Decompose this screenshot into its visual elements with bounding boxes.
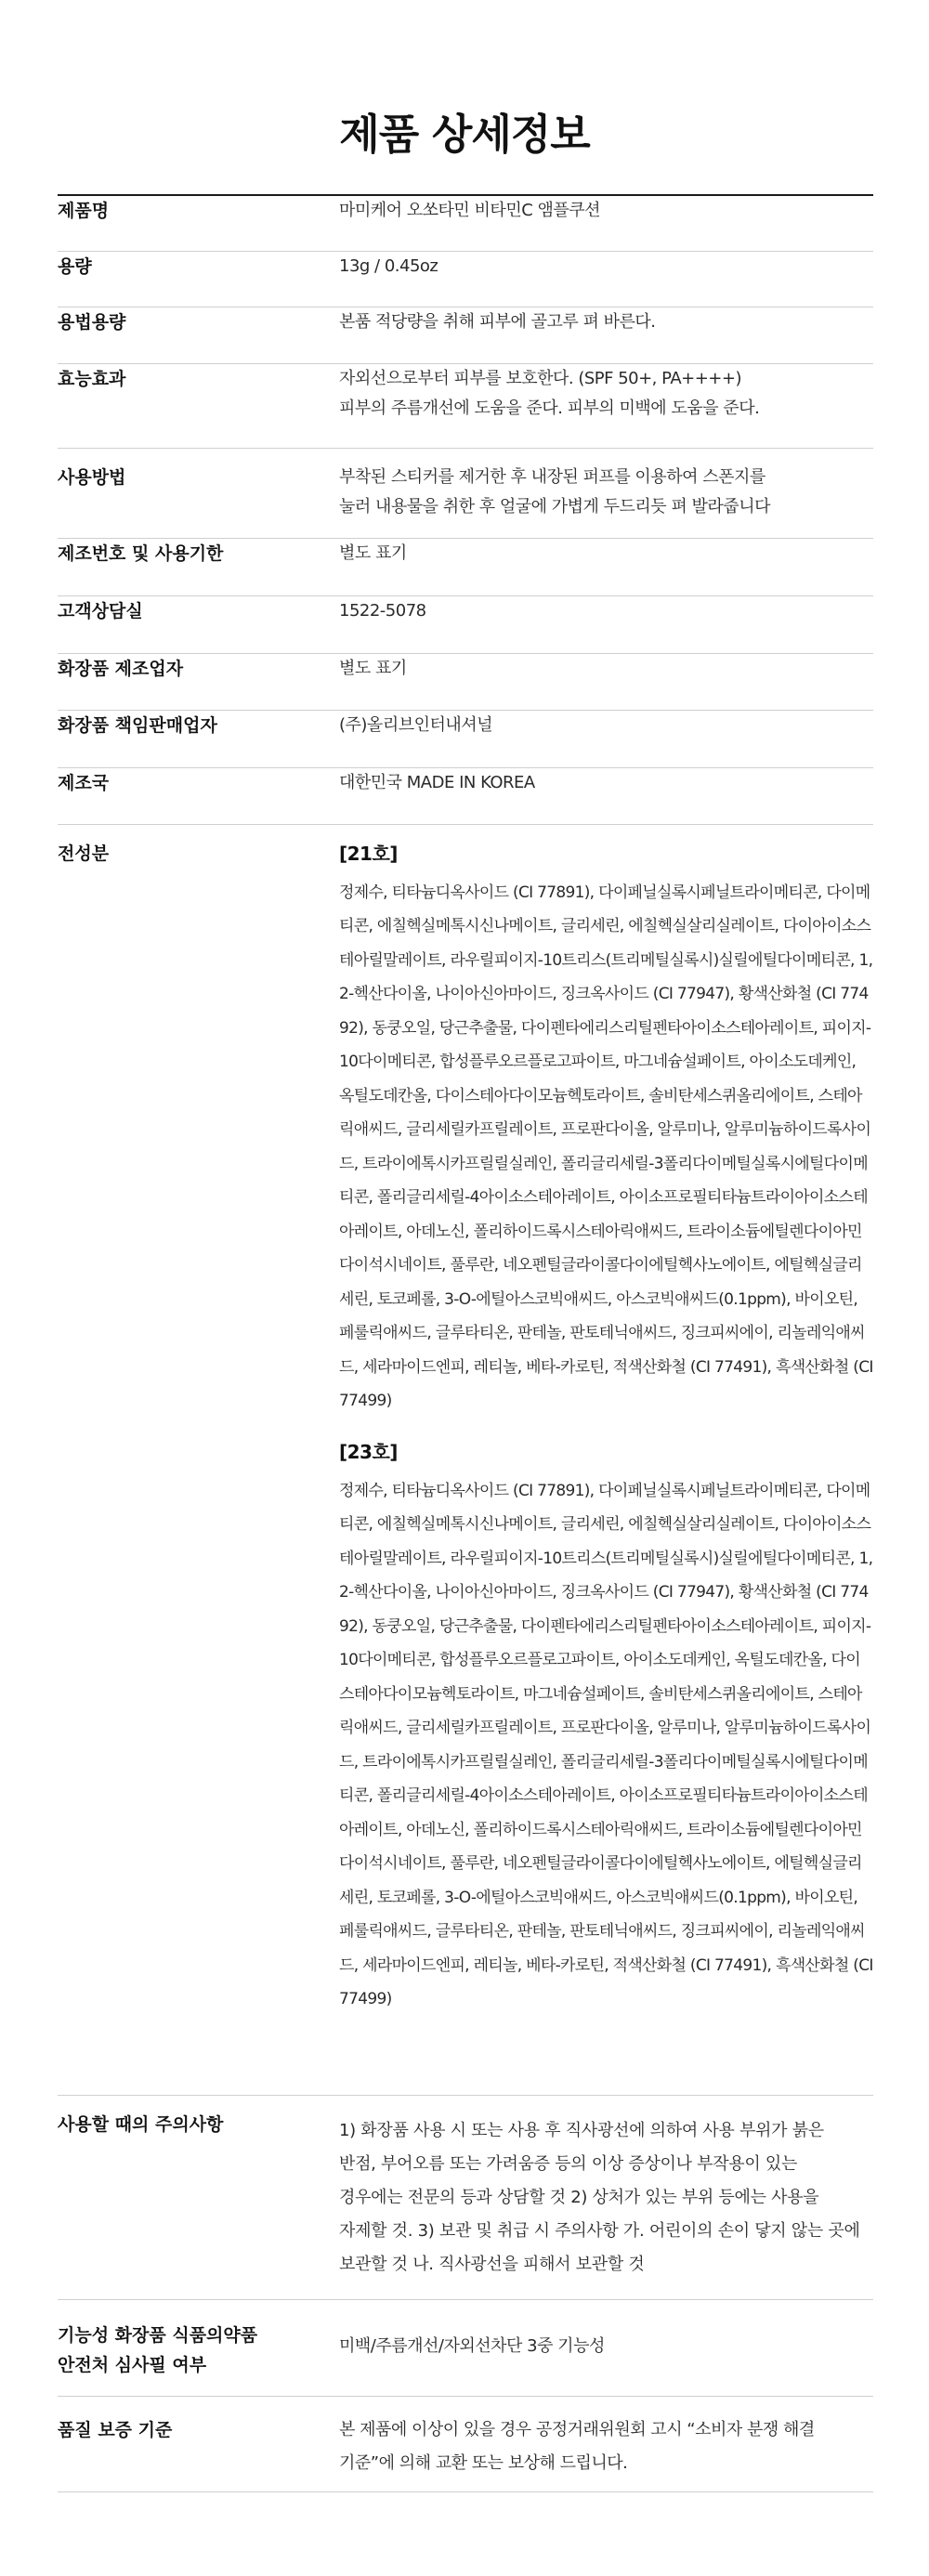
spec-row-quality-standard [58, 2396, 873, 2491]
shade-23-ingredients: 정제수, 티타늄디옥사이드 (CI 77891), 다이페닐실록시페닐트라이메티콘, 다이메티콘, 에칠헥실메톡시신나메이트, 글리세린, 에칠헥실살리실레이트, 다이아이소스테아릴말레이트, 라우릴피이지-10트리스(트리메틸실록시)실릴에틸다이메티콘, 1,2-헥산다이올, 나이아신아마이드, 징크옥사이드 (CI 77947), 황색산화철 (CI 77492), 동쿵오일, 당근추출물, 다이펜타에리스리틸펜타아이소스테아레이트, 피이지-10다이메티콘, 합성플루오르플로고파이트, 아이소도데케인, 옥틸도데칸올, 다이스테아다이모늄헥토라이트, 마그네슘설페이트, 솔비탄세스퀴올리에이트, 스테아릭애씨드, 글리세릴카프릴레이트, 프로판다이올, 알루미나, 알루미늄하이드록사이드, 트라이에톡시카프릴릴실레인, 폴리글리세릴-3폴리다이메틸실록시에틸다이메티콘, 폴리글리세릴-4아이소스테아레이트, 아이소프로필티타늄트라이아이소스테아레이트, 아데노신, 폴리하이드록시스테아릭애씨드, 트라이소듐에틸렌다이아민다이석시네이트, 풀루란, 네오펜틸글라이콜다이에틸헥사노에이트, 에틸헥실글리세린, 토코페롤, 3-O-에틸아스코빅애씨드, 아스코빅애씨드(0.1ppm), 바이오틴, 페룰릭애씨드, 글루타티온, 판테놀, 판토테닉애씨드, 징크피씨에이, 리놀레익애씨드, 세라마이드엔피, 레티놀, 베타-카로틴, 적색산화철 (CI 77491), 흑색산화철 (CI 77499) [339, 1481, 873, 2008]
spec-label: 제조국 [58, 767, 339, 824]
functional-label-line2: 안전처 심사필 여부 [58, 2354, 207, 2375]
spec-row-lot-expiry [58, 538, 873, 595]
spec-row-capacity [58, 251, 873, 307]
spec-value: 부착된 스티커를 제거한 후 내장된 퍼프를 이용하여 스폰지를 눌러 내용물을 취한 후 얼굴에 가볍게 두드리듯 펴 발라줍니다 [339, 448, 873, 538]
spec-label: 효능효과 [58, 363, 339, 448]
ingredients-value [339, 824, 873, 2095]
spec-label: 사용할 때의 주의사항 [58, 2095, 339, 2299]
spec-value: 본 제품에 이상이 있을 경우 공정거래위원회 고시 “소비자 분쟁 해결 기준”에 의해 교환 또는 보상해 드립니다. [339, 2396, 873, 2491]
shade-21-ingredients: 정제수, 티타늄디옥사이드 (CI 77891), 다이페닐실록시페닐트라이메티콘, 다이메티콘, 에칠헥실메톡시신나메이트, 글리세린, 에칠헥실살리실레이트, 다이아이소스테아릴말레이트, 라우릴피이지-10트리스(트리메틸실록시)실릴에틸다이메티콘, 1,2-헥산다이올, 나이아신아마이드, 징크옥사이드 (CI 77947), 황색산화철 (CI 77492), 동쿵오일, 당근추출물, 다이펜타에리스리틸펜타아이소스테아레이트, 피이지-10다이메티콘, 합성플루오르플로고파이트, 마그네슘설페이트, 아이소도데케인, 옥틸도데칸올, 다이스테아다이모늄헥토라이트, 솔비탄세스퀴올리에이트, 스테아릭애씨드, 글리세릴카프릴레이트, 프로판다이올, 알루미나, 알루미늄하이드록사이드, 트라이에톡시카프릴릴실레인, 폴리글리세릴-3폴리다이메틸실록시에틸다이메티콘, 폴리글리세릴-4아이소스테아레이트, 아이소프로필티타늄트라이아이소스테아레이트, 아데노신, 폴리하이드록시스테아릭애씨드, 트라이소듐에틸렌다이아민다이석시네이트, 풀루란, 네오펜틸글라이콜다이에틸헥사노에이트, 에틸헥실글리세린, 토코페롤, 3-O-에틸아스코빅애씨드, 아스코빅애씨드(0.1ppm), 바이오틴, 페룰릭애씨드, 글루타티온, 판테놀, 판토테닉애씨드, 징크피씨에이, 리놀레익애씨드, 세라마이드엔피, 레티놀, 베타-카로틴, 적색산화철 (CI 77491), 흑색산화철 (CI 77499) [339, 883, 873, 1410]
spec-value: 1) 화장품 사용 시 또는 사용 후 직사광선에 의하여 사용 부위가 붉은 반점, 부어오름 또는 가려움증 등의 이상 증상이나 부작용이 있는 경우에는 전문의 등과 상담할 것 2) 상처가 있는 부위 등에는 사용을 자제할 것. 3) 보관 및 취급 시 주의사항 가. 어린이의 손이 닿지 않는 곳에 보관할 것 나. 직사광선을 피해서 보관할 것 [339, 2095, 873, 2299]
shade-23-heading: [23호] [339, 1440, 398, 1463]
functional-label-line1: 기능성 화장품 식품의약품 [58, 2324, 258, 2346]
spec-label: 용량 [58, 251, 339, 307]
spec-label: 화장품 책임판매업자 [58, 710, 339, 767]
shade-23-block [339, 1437, 873, 2017]
spec-label: 고객상담실 [58, 595, 339, 653]
spec-value: 별도 표기 [339, 653, 873, 710]
spec-row-country [58, 767, 873, 824]
spec-row-responsible-seller [58, 710, 873, 767]
spec-row-manufacturer [58, 653, 873, 710]
spec-row-functional-cosmetic [58, 2299, 873, 2396]
spec-label: 제조번호 및 사용기한 [58, 538, 339, 595]
spec-label: 용법용량 [58, 307, 339, 363]
spec-label: 제품명 [58, 195, 339, 251]
spec-value: 미백/주름개선/자외선차단 3중 기능성 [339, 2299, 873, 2396]
page-title: 제품 상세정보 [339, 110, 590, 159]
spec-label: 화장품 제조업자 [58, 653, 339, 710]
spec-row-product-name [58, 195, 873, 251]
spec-value: (주)올리브인터내셔널 [339, 710, 873, 767]
spec-row-usage-amount [58, 307, 873, 363]
spec-row-efficacy [58, 363, 873, 448]
spec-row-how-to-use [58, 448, 873, 538]
spec-label: 사용방법 [58, 448, 339, 538]
spec-value: 대한민국 MADE IN KOREA [339, 767, 873, 824]
spec-label: 전성분 [58, 824, 339, 2095]
spec-value: 1522-5078 [339, 595, 873, 653]
spec-value: 13g / 0.45oz [339, 251, 873, 307]
spec-value: 마미케어 오쏘타민 비타민C 앰플쿠션 [339, 195, 873, 251]
spec-value: 별도 표기 [339, 538, 873, 595]
spec-label: 품질 보증 기준 [58, 2396, 339, 2491]
spec-value: 자외선으로부터 피부를 보호한다. (SPF 50+, PA++++) 피부의 주름개선에 도움을 준다. 피부의 미백에 도움을 준다. [339, 363, 873, 448]
spec-row-precautions [58, 2095, 873, 2299]
spec-value: 본품 적당량을 취해 피부에 골고루 펴 바른다. [339, 307, 873, 363]
spec-row-ingredients [58, 824, 873, 2095]
spec-label [58, 2299, 339, 2396]
shade-21-heading: [21호] [339, 842, 398, 865]
spec-table [58, 194, 873, 2492]
spec-row-customer-service [58, 595, 873, 653]
